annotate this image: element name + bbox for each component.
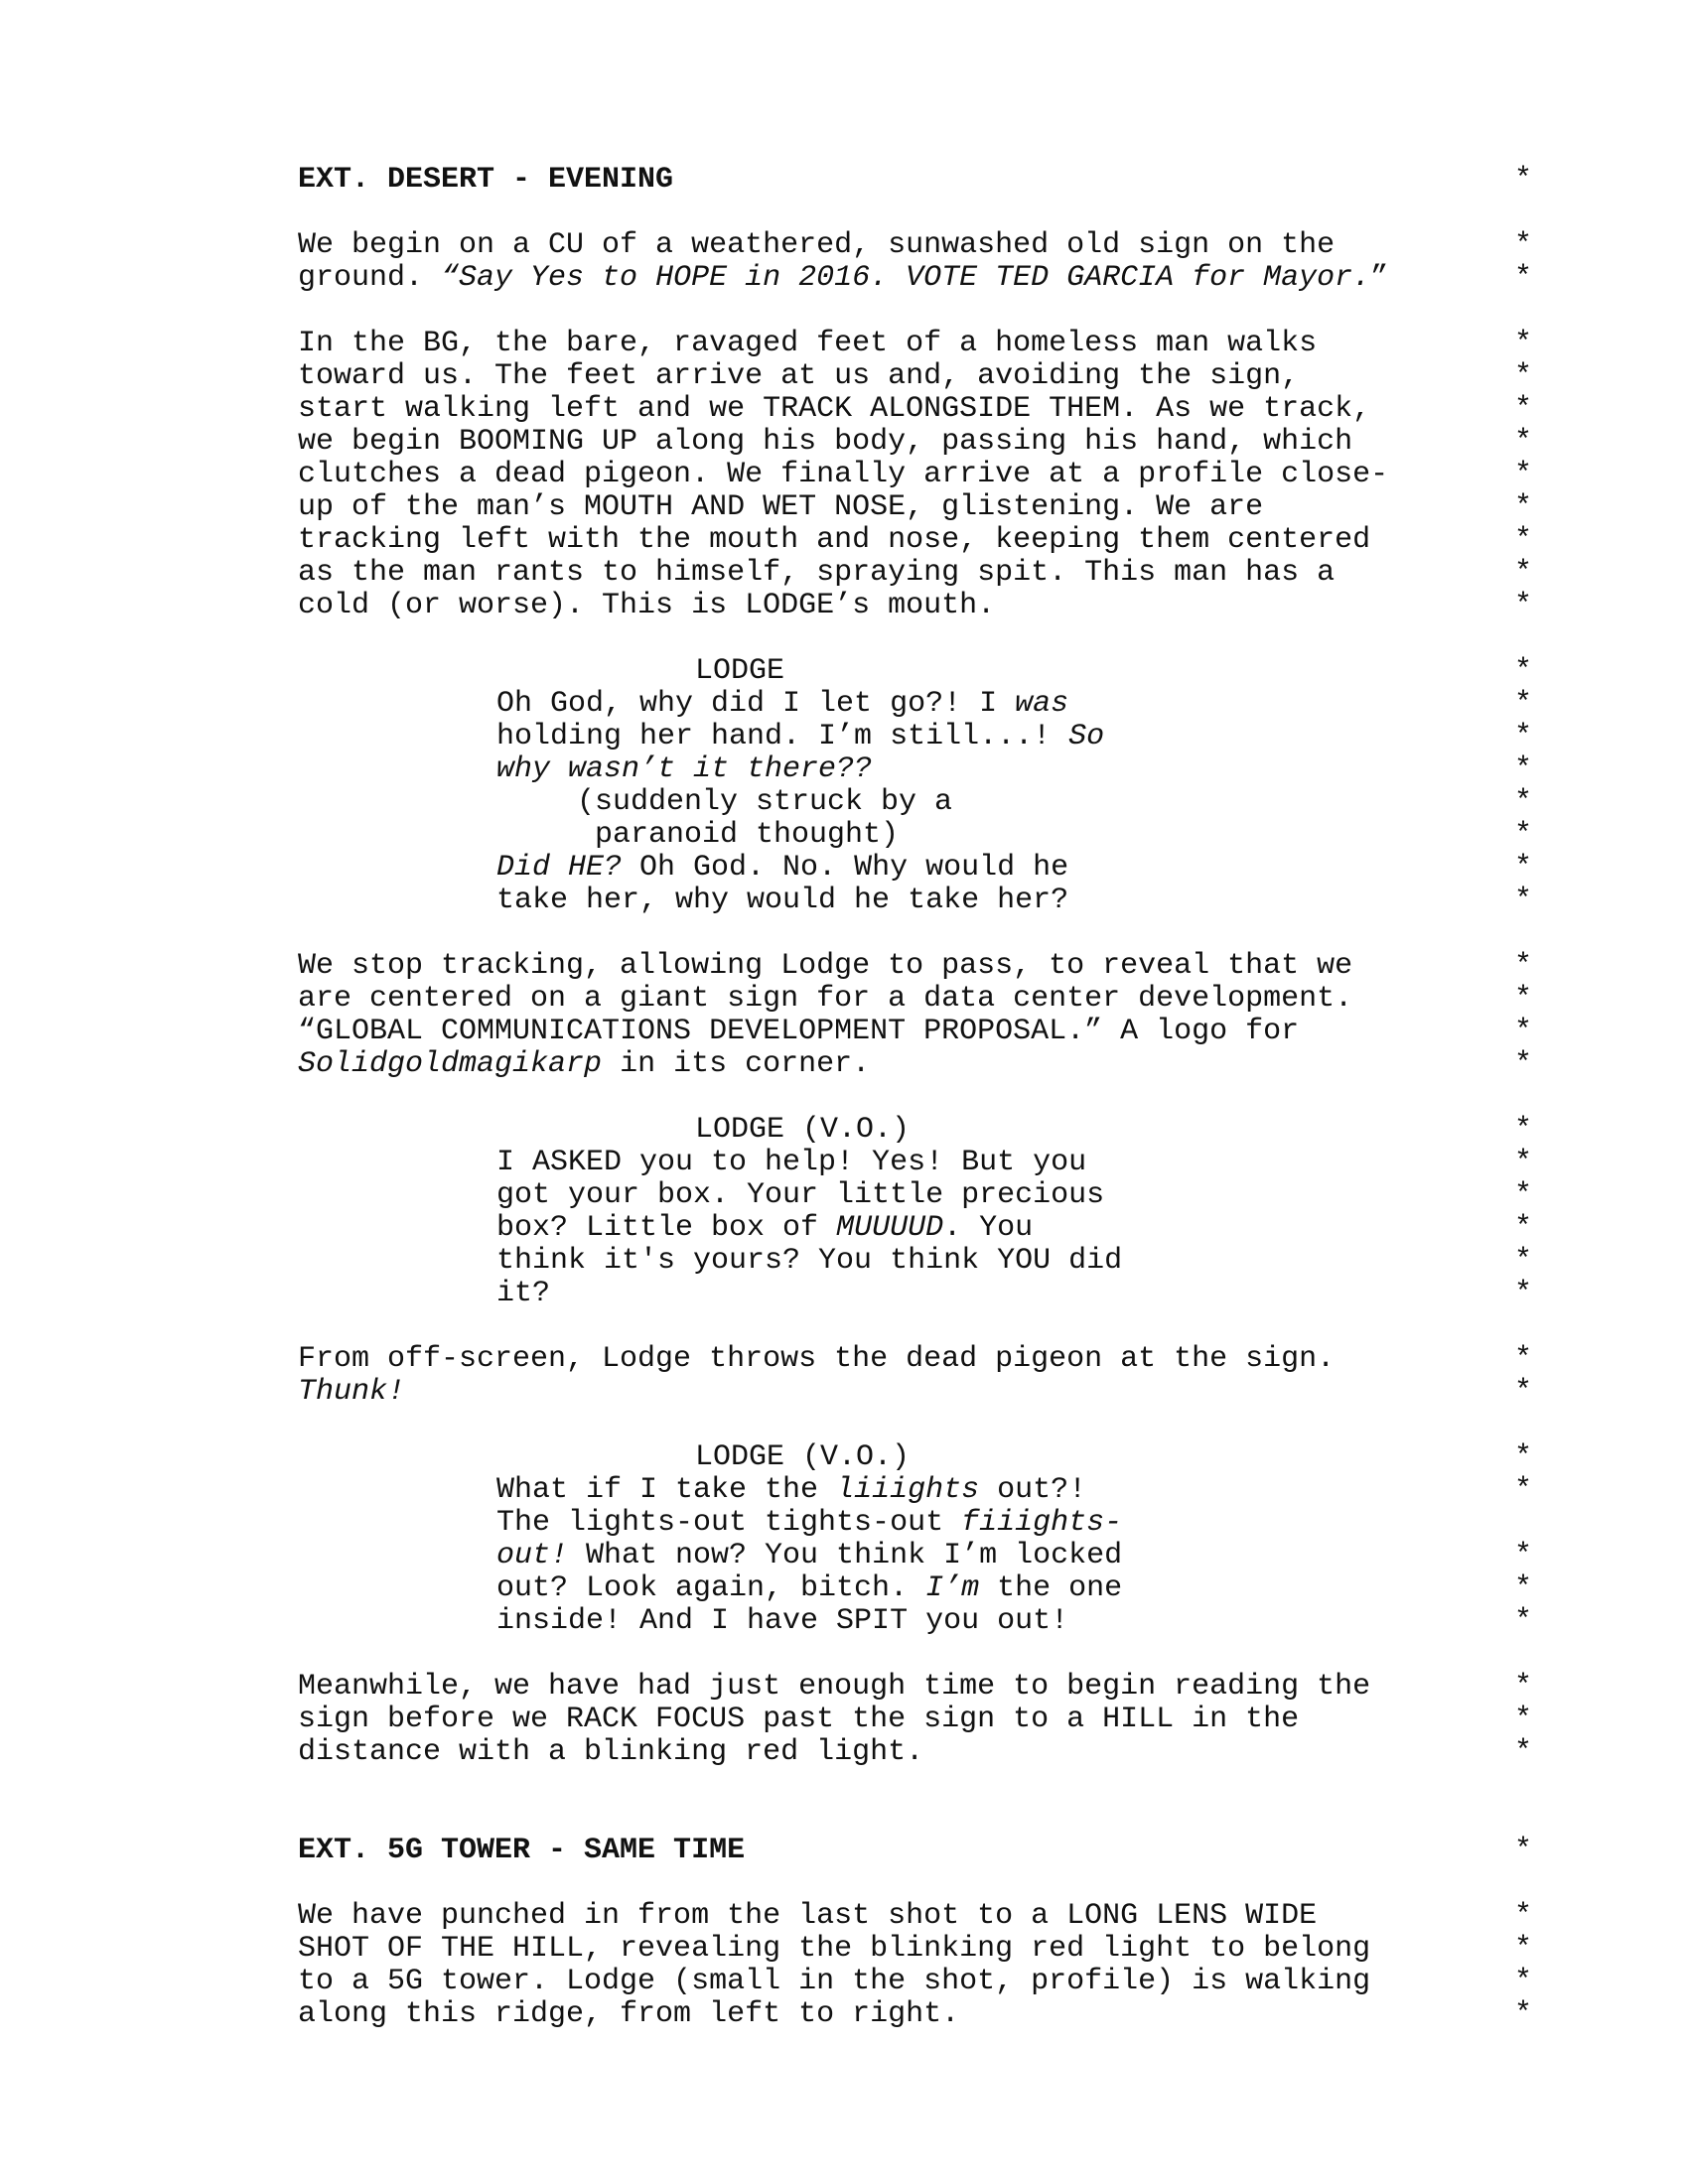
revision-mark: * [1514,949,1533,983]
action-line: up of the man’s MOUTH AND WET NOSE, glistening. We are [298,490,1264,524]
action-line: along this ridge, from left to right. [298,1997,960,2031]
action-line: Meanwhile, we have had just enough time to begin reading the [298,1670,1371,1704]
dialogue-line: why wasn’t it there?? [496,752,873,786]
action-line: toward us. The feet arrive at us and, avoiding the sign, [298,359,1300,393]
revision-mark: * [1514,1440,1533,1474]
dialogue-line: got your box. Your little precious [496,1178,1105,1212]
revision-mark: * [1514,1146,1533,1179]
action-line: start walking left and we TRACK ALONGSIDE THEM. As we track, [298,392,1371,426]
dialogue-line: holding her hand. I’m still...! So [496,720,1105,753]
dialogue-line: take her, why would he take her? [496,884,1069,917]
action-line: ground. “Say Yes to HOPE in 2016. VOTE TED GARCIA for Mayor.” [298,261,1389,295]
action-line: We have punched in from the last shot to a LONG LENS WIDE [298,1899,1318,1933]
revision-mark: * [1514,1899,1533,1933]
revision-mark: * [1514,490,1533,524]
action-line: We stop tracking, allowing Lodge to pass, to reveal that we [298,949,1353,983]
character-cue: LODGE (V.O.) [695,1113,911,1147]
revision-mark: * [1514,1735,1533,1769]
revision-mark: * [1514,1932,1533,1966]
revision-mark: * [1514,982,1533,1016]
dialogue-line: I ASKED you to help! Yes! But you [496,1146,1087,1179]
dialogue-line: The lights-out tights-out fiiights- [496,1506,1123,1540]
revision-mark: * [1514,654,1533,688]
dialogue-line: out! What now? You think I’m locked [496,1539,1123,1572]
action-line: clutches a dead pigeon. We finally arrive at a profile close- [298,458,1389,491]
revision-mark: * [1514,261,1533,295]
revision-mark: * [1514,458,1533,491]
dialogue-line: it? [496,1277,551,1310]
revision-mark: * [1514,392,1533,426]
scene-heading-5g-tower: EXT. 5G TOWER - SAME TIME [298,1834,746,1867]
revision-mark: * [1514,884,1533,917]
revision-mark: * [1514,1604,1533,1638]
action-line: sign before we RACK FOCUS past the sign to a HILL in the [298,1703,1300,1736]
parenthetical: (suddenly struck by a [577,785,953,819]
dialogue-line: Oh God, why did I let go?! I was [496,687,1069,721]
revision-mark: * [1514,327,1533,360]
revision-mark: * [1514,1211,1533,1245]
action-line: distance with a blinking red light. [298,1735,924,1769]
action-line: “GLOBAL COMMUNICATIONS DEVELOPMENT PROPOSAL.” A logo for [298,1015,1300,1048]
revision-mark: * [1514,687,1533,721]
dialogue-line: Did HE? Oh God. No. Why would he [496,851,1069,885]
action-line: as the man rants to himself, spraying spit. This man has a [298,556,1336,590]
revision-mark: * [1514,1047,1533,1081]
action-line: SHOT OF THE HILL, revealing the blinking red light to belong [298,1932,1371,1966]
action-line: Solidgoldmagikarp in its corner. [298,1047,871,1081]
action-line: tracking left with the mouth and nose, keeping them centered [298,523,1371,557]
action-line: to a 5G tower. Lodge (small in the shot, profile) is walking [298,1965,1371,1998]
revision-mark: * [1514,1277,1533,1310]
revision-mark: * [1514,752,1533,786]
revision-mark: * [1514,523,1533,557]
revision-mark: * [1514,785,1533,819]
revision-mark: * [1514,556,1533,590]
revision-mark: * [1514,1997,1533,2031]
revision-mark: * [1514,1703,1533,1736]
revision-mark: * [1514,1965,1533,1998]
revision-mark: * [1514,851,1533,885]
revision-mark: * [1514,228,1533,262]
action-line: In the BG, the bare, ravaged feet of a homeless man walks [298,327,1318,360]
action-line: We begin on a CU of a weathered, sunwashed old sign on the [298,228,1336,262]
dialogue-line: out? Look again, bitch. I’m the one [496,1571,1123,1605]
revision-mark: * [1514,1178,1533,1212]
character-cue: LODGE [695,654,785,688]
revision-mark: * [1514,1834,1533,1867]
revision-mark: * [1514,1571,1533,1605]
parenthetical: paranoid thought) [595,818,900,852]
scene-heading-desert: EXT. DESERT - EVENING [298,163,674,197]
revision-mark: * [1514,818,1533,852]
action-line: we begin BOOMING UP along his body, passing his hand, which [298,425,1353,459]
sign-quote: “Say Yes to HOPE in 2016. VOTE TED GARCIA for Mayor. [441,261,1371,295]
revision-mark: * [1514,1670,1533,1704]
revision-mark: * [1514,1244,1533,1278]
revision-mark: * [1514,425,1533,459]
revision-mark: * [1514,359,1533,393]
action-line: Thunk! [298,1375,406,1409]
dialogue-line: inside! And I have SPIT you out! [496,1604,1069,1638]
action-line: From off-screen, Lodge throws the dead pigeon at the sign. [298,1342,1336,1376]
revision-mark: * [1514,589,1533,622]
dialogue-line: What if I take the liiights out?! [496,1473,1087,1507]
dialogue-line: think it's yours? You think YOU did [496,1244,1123,1278]
revision-mark: * [1514,1015,1533,1048]
character-cue: LODGE (V.O.) [695,1440,911,1474]
action-line: are centered on a giant sign for a data center development. [298,982,1353,1016]
revision-mark: * [1514,163,1533,197]
action-line: cold (or worse). This is LODGE’s mouth. [298,589,996,622]
revision-mark: * [1514,720,1533,753]
revision-mark: * [1514,1342,1533,1376]
revision-mark: * [1514,1473,1533,1507]
revision-mark: * [1514,1539,1533,1572]
revision-mark: * [1514,1375,1533,1409]
revision-mark: * [1514,1113,1533,1147]
dialogue-line: box? Little box of MUUUUD. You [496,1211,1034,1245]
